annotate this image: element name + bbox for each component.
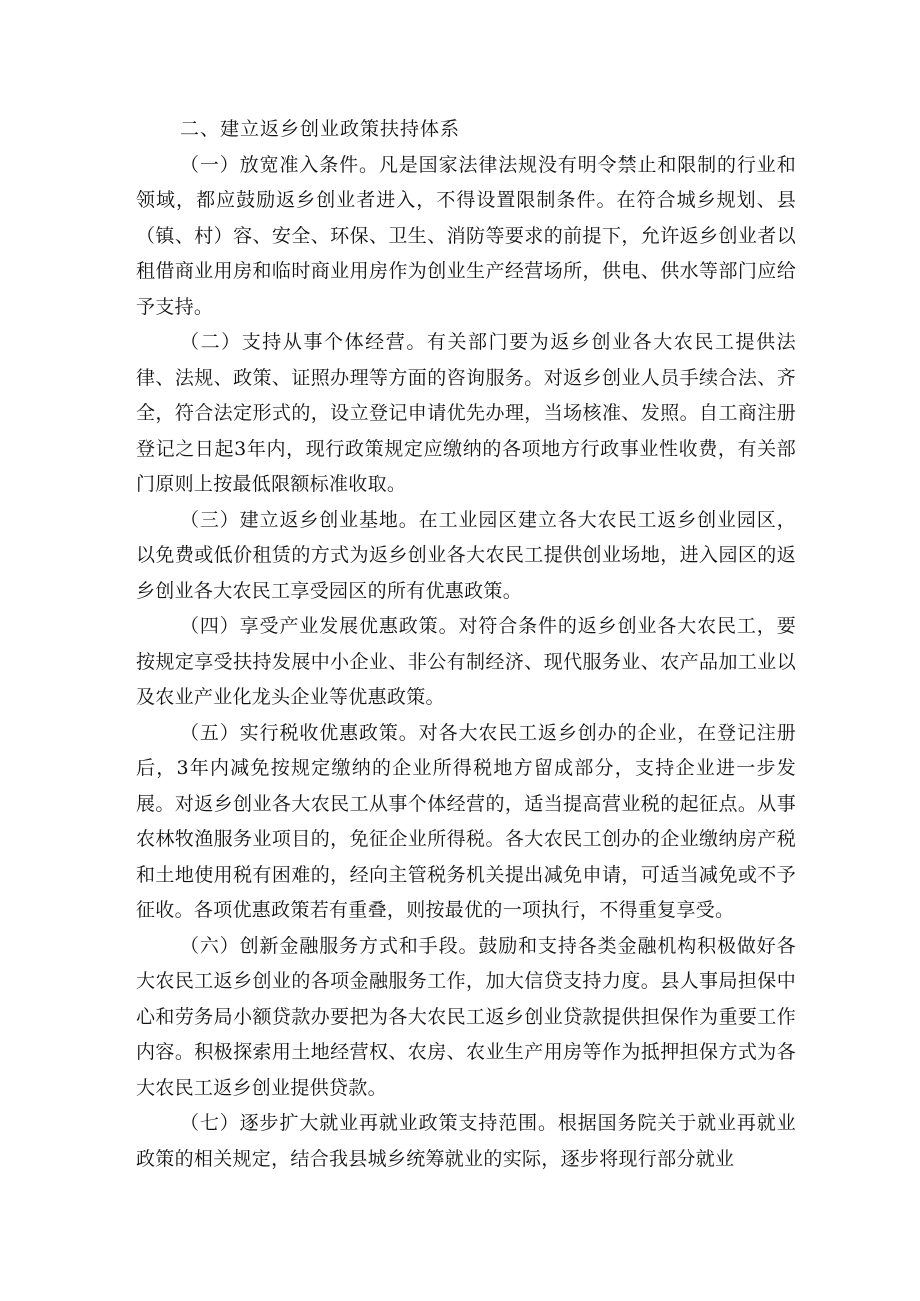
- paragraph-4-industry-policy: （四）享受产业发展优惠政策。对符合条件的返乡创业各大农民工，要按规定享受扶持发展中小企业、非公有制经济、现代服务业、农产品加工业以及农业产业化龙头企业等优惠政策。: [136, 615, 796, 708]
- paragraph-6-finance-services: （六）创新金融服务方式和手段。鼓励和支持各类金融机构积极做好各大农民工返乡创业的各项金融服务工作，加大信贷支持力度。县人事局担保中心和劳务局小额贷款办要把为各大农民工返乡创业贷款提供担保作为重要工作内容。积极探索用土地经营权、农房、农业生产用房等作为抵押担保方式为各大农民工返乡创业提供贷款。: [136, 934, 796, 1099]
- paragraph-3-startup-base: （三）建立返乡创业基地。在工业园区建立各大农民工返乡创业园区，以免费或低价租赁的方式为返乡创业各大农民工提供创业场地，进入园区的返乡创业各大农民工享受园区的所有优惠政策。: [136, 508, 796, 602]
- paragraph-5-tax-policy: （五）实行税收优惠政策。对各大农民工返乡创办的企业，在登记注册后，3年内减免按规定缴纳的企业所得税地方留成部分，支持企业进一步发展。对返乡创业各大农民工从事个体经营的，适当提高营业税的起征点。从事农林牧渔服务业项目的，免征企业所得税。各大农民工创办的企业缴纳房产税和土地使用税有困难的，经向主管税务机关提出减免申请，可适当减免或不予征收。各项优惠政策若有重叠，则按最优的一项执行，不得重复享受。: [136, 721, 796, 921]
- paragraph-2-self-employment: （二）支持从事个体经营。有关部门要为返乡创业各大农民工提供法律、法规、政策、证照办理等方面的咨询服务。对返乡创业人员手续合法、齐全，符合法定形式的，设立登记申请优先办理，当场核准、发照。自工商注册登记之日起3年内，现行政策规定应缴纳的各项地方行政事业性收费，有关部门原则上按最低限额标准收取。: [136, 331, 796, 495]
- document-page: [136, 112, 796, 1177]
- paragraph-7-employment-policy: （七）逐步扩大就业再就业政策支持范围。根据国务院关于就业再就业政策的相关规定，结合我县城乡统筹就业的实际，逐步将现行部分就业: [136, 1112, 796, 1170]
- paragraph-1-relax-access: （一）放宽准入条件。凡是国家法律法规没有明令禁止和限制的行业和领域，都应鼓励返乡创业者进入，不得设置限制条件。在符合城乡规划、县（镇、村）容、安全、环保、卫生、消防等要求的前提下，允许返乡创业者以租借商业用房和临时商业用房作为创业生产经营场所，供电、供水等部门应给予支持。: [136, 153, 796, 318]
- section-heading: 二、建立返乡创业政策扶持体系: [180, 118, 461, 140]
